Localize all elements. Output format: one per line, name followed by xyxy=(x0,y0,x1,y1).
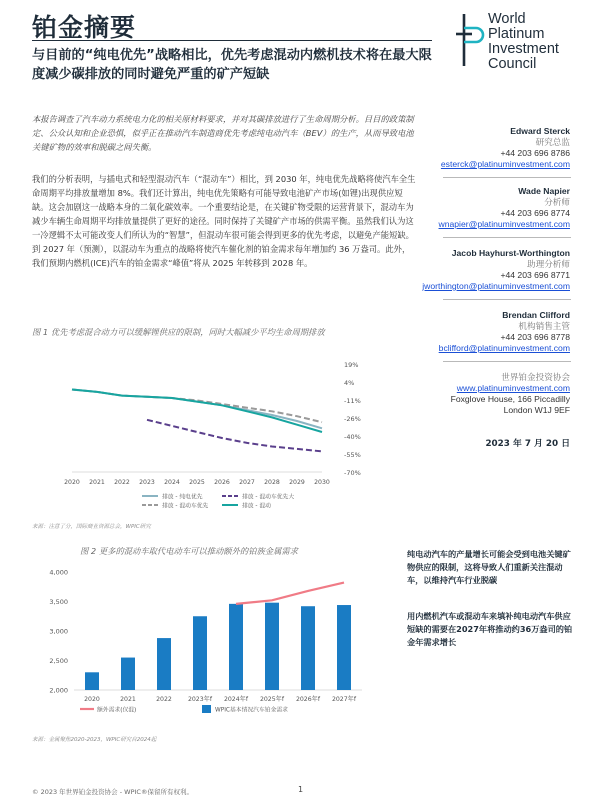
contact-divider xyxy=(443,237,571,238)
x-tick-label: 2026 xyxy=(214,479,230,486)
x-tick-label: 2028 xyxy=(264,479,280,486)
x-tick-label: 2022 xyxy=(114,479,130,486)
logo-line: Platinum xyxy=(488,26,545,42)
contact-role: 分析师 xyxy=(544,197,570,207)
series-line-0 xyxy=(72,390,322,429)
extra-demand-line xyxy=(236,583,344,604)
contact-divider xyxy=(443,299,571,300)
y-tick-label: 3,500 xyxy=(49,598,68,606)
contact-name: Jacob Hayhurst-Worthington xyxy=(451,248,570,258)
y-tick-label: -55% xyxy=(344,451,361,459)
contact-block xyxy=(400,310,570,354)
page-subtitle: 与目前的“纯电优先”战略相比，优先考虑混动内燃机技术将在最大限度减少碳排放的同时避免严重的矿产短缺 xyxy=(32,48,432,82)
bar-6 xyxy=(301,606,315,690)
legend-label: 排放 - 纯电优先 xyxy=(162,494,203,501)
x-tick-label: 2025年f xyxy=(259,696,285,703)
x-tick-label: 2025 xyxy=(189,479,205,486)
x-tick-label: 2021 xyxy=(120,696,136,703)
org-website-link[interactable]: www.platinuminvestment.com xyxy=(456,383,570,393)
bar-5 xyxy=(265,603,279,690)
x-tick-label: 2020 xyxy=(84,696,100,703)
figure1-caption: 图 1 优先考虑混合动力可以缓解锂供应的限制，同时大幅减少平均生命周期排放 xyxy=(32,327,325,337)
contact-phone: +44 203 696 8771 xyxy=(500,270,570,280)
bar-7 xyxy=(337,605,351,690)
contact-block xyxy=(400,248,570,292)
bar-0 xyxy=(85,672,99,690)
bar-1 xyxy=(121,658,135,690)
wpic-logo-text xyxy=(488,12,559,72)
x-tick-label: 2020 xyxy=(64,479,80,486)
figure2-bar-chart xyxy=(32,562,372,722)
side-note: 用内燃机汽车或混动车来填补纯电动汽车供应短缺的需要在2027年将推动约36万盎司的铂金年需求增长 xyxy=(407,611,573,647)
y-tick-label: 3,000 xyxy=(49,627,68,636)
y-tick-label: 4,000 xyxy=(49,568,68,577)
y-tick-label: -40% xyxy=(344,433,361,441)
figure2-source: 来源：金属聚焦2020-2023，WPIC研究自2024起 xyxy=(32,737,157,743)
contact-role: 研究总监 xyxy=(535,137,570,147)
contact-phone: +44 203 696 8774 xyxy=(500,208,570,218)
x-tick-label: 2027年f xyxy=(331,696,357,703)
x-tick-label: 2022 xyxy=(156,696,172,703)
bar-2 xyxy=(157,638,171,690)
x-tick-label: 2029 xyxy=(289,479,305,486)
contact-role: 机构销售主管 xyxy=(518,321,570,331)
y-tick-label: 2,000 xyxy=(49,686,68,695)
logo-line: Council xyxy=(488,56,537,72)
figure1-source: 来源：注意了分，国际商业资源总会，WPIC研究 xyxy=(32,524,151,530)
y-tick-label: 19% xyxy=(344,361,359,369)
contact-divider xyxy=(443,361,571,362)
org-block xyxy=(400,372,570,416)
org-address-line: Foxglove House, 166 Piccadilly xyxy=(450,394,570,404)
x-tick-label: 2023 xyxy=(139,479,155,486)
legend-label: 排放 - 混动 xyxy=(242,503,271,510)
contact-block xyxy=(400,126,570,170)
contact-block xyxy=(400,186,570,230)
legend-label: WPIC基本情况汽车铂金需求 xyxy=(215,707,288,714)
contact-phone: +44 203 696 8786 xyxy=(500,148,570,158)
report-date: 2023 年 7 月 20 日 xyxy=(485,439,570,449)
legend-label: 额外需求(仅混) xyxy=(97,707,137,714)
page-title: 铂金摘要 xyxy=(32,13,137,42)
bar-3 xyxy=(193,616,207,690)
body-paragraph: 我们的分析表明，与插电式和轻型混动汽车（“混动车”）相比，到 2030 年，纯电优先战略将使汽车全生命周期平均排放量增加 8%。我们还计算出，纯电优先策略有可能导致电池矿产市场(如锂)出现供应短缺。这会加剧这一战略本身的二氧化碳效率。一个重要结论是，在关键矿物受限的运营背景下，混动车为减少车辆生命周期平均排放量提供了更好的途径。同时保持了关键矿产市场的供需平衡。虽然我们认为这一冷逻辑不太可能改变人们所认为的“智慧”，但混动车很可能会得到更多的优先考虑，以避免产能短缺。到 2027 年（预测），以混动车为重点的战略将使汽车催化剂的铂金需求每年增加约 36 万盎司。此外，我们预期内燃机(ICE)汽车的铂金需求“峰值”将从 2025 年转移到 2028 年。 xyxy=(32,174,416,268)
contact-name: Edward Sterck xyxy=(510,126,570,136)
figure2-caption: 图 2 更多的混动车取代电动车可以推动额外的铂族金属需求 xyxy=(80,546,298,556)
bar-4 xyxy=(229,604,243,690)
contact-email-link[interactable]: jworthington@platinuminvestment.com xyxy=(422,281,570,291)
org-address-line: London W1J 9EF xyxy=(503,405,570,415)
logo-line: Investment xyxy=(488,41,559,57)
contact-email-link[interactable]: bclifford@platinuminvestment.com xyxy=(438,343,570,353)
y-tick-label: 2,500 xyxy=(49,657,68,665)
series-line-3 xyxy=(72,390,322,433)
legend-swatch xyxy=(202,705,211,713)
wpic-logo-icon xyxy=(452,10,486,68)
y-tick-label: -11% xyxy=(344,397,361,405)
x-tick-label: 2027 xyxy=(239,479,255,486)
y-tick-label: 4% xyxy=(344,379,355,387)
contact-name: Brendan Clifford xyxy=(502,310,570,320)
y-tick-label: -26% xyxy=(344,415,361,423)
x-tick-label: 2023年f xyxy=(187,696,213,703)
x-tick-label: 2021 xyxy=(89,479,105,486)
intro-paragraph: 本报告调查了汽车动力系统电力化的相关原材料要求，并对其碳排放进行了生命周期分析。目目的政策制定、公众认知和企业恐惧，似乎正在推动汽车制造商优先考虑纯电动汽车（BEV）的生产，从而导致电池关键矿物的效率和脱碳之间失衡。 xyxy=(32,114,414,152)
title-divider xyxy=(32,40,432,41)
x-tick-label: 2030 xyxy=(314,479,330,486)
contact-divider xyxy=(443,177,571,178)
contact-email-link[interactable]: esterck@platinuminvestment.com xyxy=(440,159,570,169)
contact-role: 助理分析师 xyxy=(527,259,570,269)
page-number: 1 xyxy=(298,785,304,794)
side-note: 纯电动汽车的产量增长可能会受到电池关键矿物供应的限制，这将导致人们重新关注混动车，以维持汽车行业脱碳 xyxy=(407,549,571,585)
contact-phone: +44 203 696 8778 xyxy=(500,332,570,342)
figure1-line-chart xyxy=(32,352,402,516)
contact-email-link[interactable]: wnapier@platinuminvestment.com xyxy=(438,219,570,229)
x-tick-label: 2026年f xyxy=(295,696,321,703)
y-tick-label: -70% xyxy=(344,469,361,477)
org-name: 世界铂金投资协会 xyxy=(501,372,570,382)
legend-label: 排放 - 混动车优先大 xyxy=(242,494,295,501)
contact-name: Wade Napier xyxy=(518,186,570,196)
logo-line: World xyxy=(488,11,526,27)
legend-label: 排放 - 混动车优先 xyxy=(162,503,209,510)
footer-copyright: © 2023 年世界铂金投资协会 - WPIC®保留所有权利。 xyxy=(32,788,193,796)
x-tick-label: 2024 xyxy=(164,479,180,486)
x-tick-label: 2024年f xyxy=(223,696,249,703)
